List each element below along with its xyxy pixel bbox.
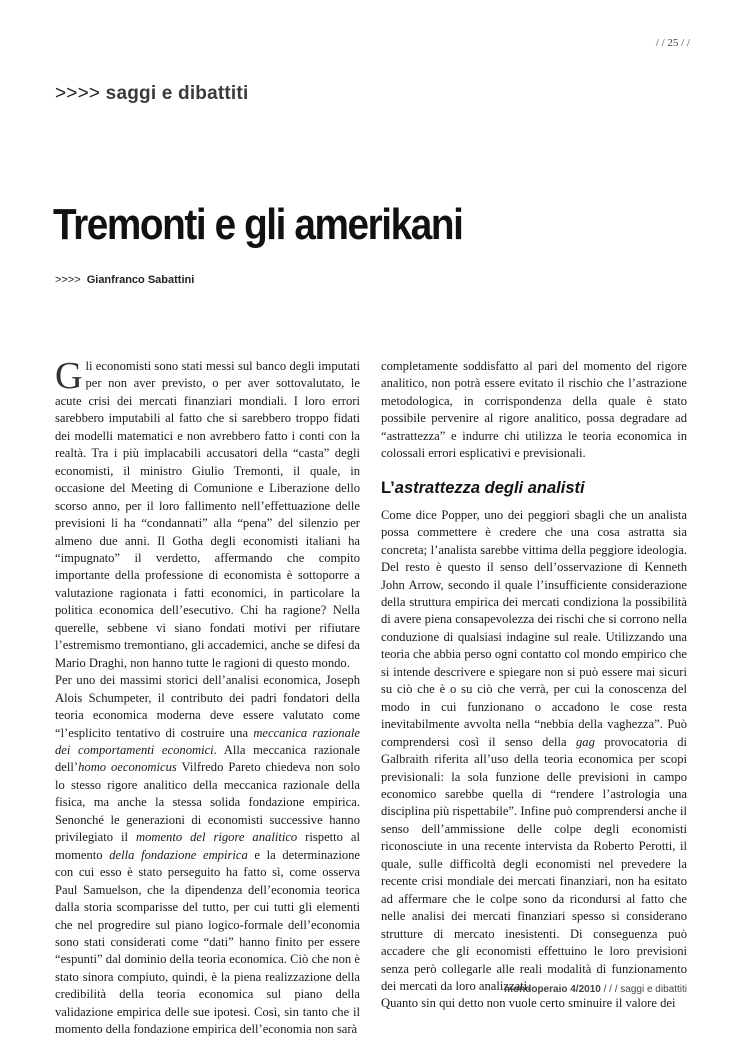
section-name: saggi e dibattiti	[105, 83, 249, 104]
paragraph-popper	[381, 507, 687, 996]
page-number: / / 25 / /	[655, 37, 690, 49]
text-run: Vilfredo Pareto chiedeva non solo lo stesso rigore analitico della meccanica razionale della fisica, ma anche la stessa solida fondazione empirica. Senonché le generazioni di economisti successive hanno privilegiato il	[55, 760, 360, 845]
right-column	[381, 358, 687, 1013]
text-run: provocatoria di Galbraith riferita all’uso della teoria economica per scopi previsionali: la sola funzione delle previsioni in campo economico sarebbe quella di “rendere l’astrologia una disciplina più rispettabile”. Infine può comprendersi anche il senso dell’ammissione delle colpe degli economisti riconosciute in una recente intervista da Roberto Perotti, il quale, sulle difficoltà degli economisti nel prevedere la recente crisi mondiale dei mercati finanziari, non ha esitato ad affermare che le colpe sono da ricondursi al fatto che nelle analisi dei mercati finanziari spesso si considerano strutture di mercato inesistenti. Di conseguenza può accadere che gli economisti effettuino le loro previsioni senza però collegarle alle reali modalità di funzionamento dei mercati da loro analizzati.	[381, 734, 688, 993]
page-footer	[400, 984, 687, 995]
text-run: . Alla meccanica razionale dell’	[55, 742, 360, 775]
text-run: e la determinazione con cui esso è stato perseguito ha fatto sì, come osserva Paul Samuelson, che la dipendenza dell’economia teorica dalla storia scomparisse del tutto, per cui tutti gli elementi che nel progredire sul piano logico-formale dell’economia sono stati considerati come “dati” hanno finito per essere “espunti” dal dominio della teoria economica. Ciò che non è stato sinora compiuto, quindi, è la piena realizzazione della credibilità della teoria economica sul piano della validazione empirica delle sue ipotesi. Così, sin tanto che il momento della fondazione empirica dell’economia non sarà	[55, 847, 360, 1037]
subheading-prefix: L’	[381, 478, 395, 497]
text-run: Per uno dei massimi storici dell’analisi economica, Joseph Alois Schumpeter, il contributo dei padri fondatori della teoria economica moderna deve essere valutato come “l’esplicito tentativo di costruire una	[55, 673, 360, 740]
section-header	[55, 83, 248, 105]
footer-section: / / / saggi e dibattiti	[600, 984, 687, 995]
italic-run: homo oeconomicus	[78, 760, 177, 775]
text-run: Come dice Popper, uno dei peggiori sbagli che un analista possa commettere è credere che una cosa astratta sia concreta; l’analista sarebbe vittima della peggiore ideologia. Del resto è questo il senso dell’osservazione di Kenneth John Arrow, secondo il quale l’insufficiente considerazione della struttura empirica dei mercati condiziona la possibilità di avere piena consapevolezza dei rischi che si corrono nella conduzione di qualsiasi indagine sul reale. Utilizzando una teoria che abbia perso ogni contatto col mondo empirico che si intende descrivere e spiegare non si può essere mai sicuri su ciò che è o su ciò che verrà, per cui la conoscenza del modo in cui funzionano o accadono le cose resta inevitabilmente avvolta nella “nebbia della vaghezza”. Può comprendersi così il senso della	[381, 507, 687, 749]
footer-magazine: mondoperaio 4/2010	[504, 984, 601, 995]
subheading-text: astrattezza degli analisti	[394, 478, 585, 497]
italic-run: meccanica razionale dei comportamenti economici	[55, 725, 360, 757]
author-name: Gianfranco Sabattini	[86, 274, 195, 286]
paragraph-continuation: completamente soddisfatto al pari del momento del rigore analitico, non potrà essere evitato il rischio che l’astrazione metodologica, in corrispondenza della quale è stato possibile pervenire al rigore analitico, possa degradare ad “astrattezza” e indurre chi utilizza le teoria economica in colossali errori esplicativi e previsionali.	[381, 359, 687, 461]
byline	[55, 274, 194, 286]
byline-arrows: >>>>	[55, 274, 81, 286]
article-title: Tremonti e gli amerikani	[53, 200, 463, 249]
italic-run: della fondazione empirica	[109, 847, 248, 862]
drop-cap: G	[55, 355, 83, 397]
section-arrows: >>>>	[55, 83, 101, 104]
paragraph-intro	[55, 355, 360, 672]
text-run: rispetto al momento	[55, 830, 360, 862]
italic-run: momento del rigore analitico	[135, 830, 298, 845]
subheading	[381, 477, 687, 499]
left-column	[55, 355, 360, 1039]
paragraph-final: Quanto sin qui detto non vuole certo sminuire il valore dei	[381, 996, 676, 1011]
italic-run: gag	[576, 734, 595, 749]
paragraph-schumpeter	[55, 672, 360, 1039]
paragraph-intro-text: li economisti sono stati messi sul banco degli imputati per non aver previsto, o per aver sottovalutato, le acute crisi dei mercati finanziari mondiali. I loro errori sarebbero imputabili al fatto che si sarebbero troppo fidati dei modelli matematici e non avrebbero fatto i conti con la realtà. Tra i più implacabili accusatori della “casta” degli economisti, il ministro Giulio Tremonti, il quale, in occasione del Meeting di Comunione e Liberazione dello scorso anno, per il loro fallimento nell’effettuazione delle previsioni li ha “condannati” alla “pena” del silenzio per almeno due anni. Il Gotha degli economisti italiani ha “impugnato” il verdetto, affermando che compito importante della professione di economista è sottoporre a valutazione ragionata i fatti economici, in particolare la politica economica dell’esecutivo. Chi ha ragione? Nella querelle, sebbene vi siano fondati motivi per rifiutare l’estremismo tremontiano, gli accademici, anche se difesi da Mario Draghi, non hanno tutte le ragioni di questo mondo.	[55, 359, 360, 670]
